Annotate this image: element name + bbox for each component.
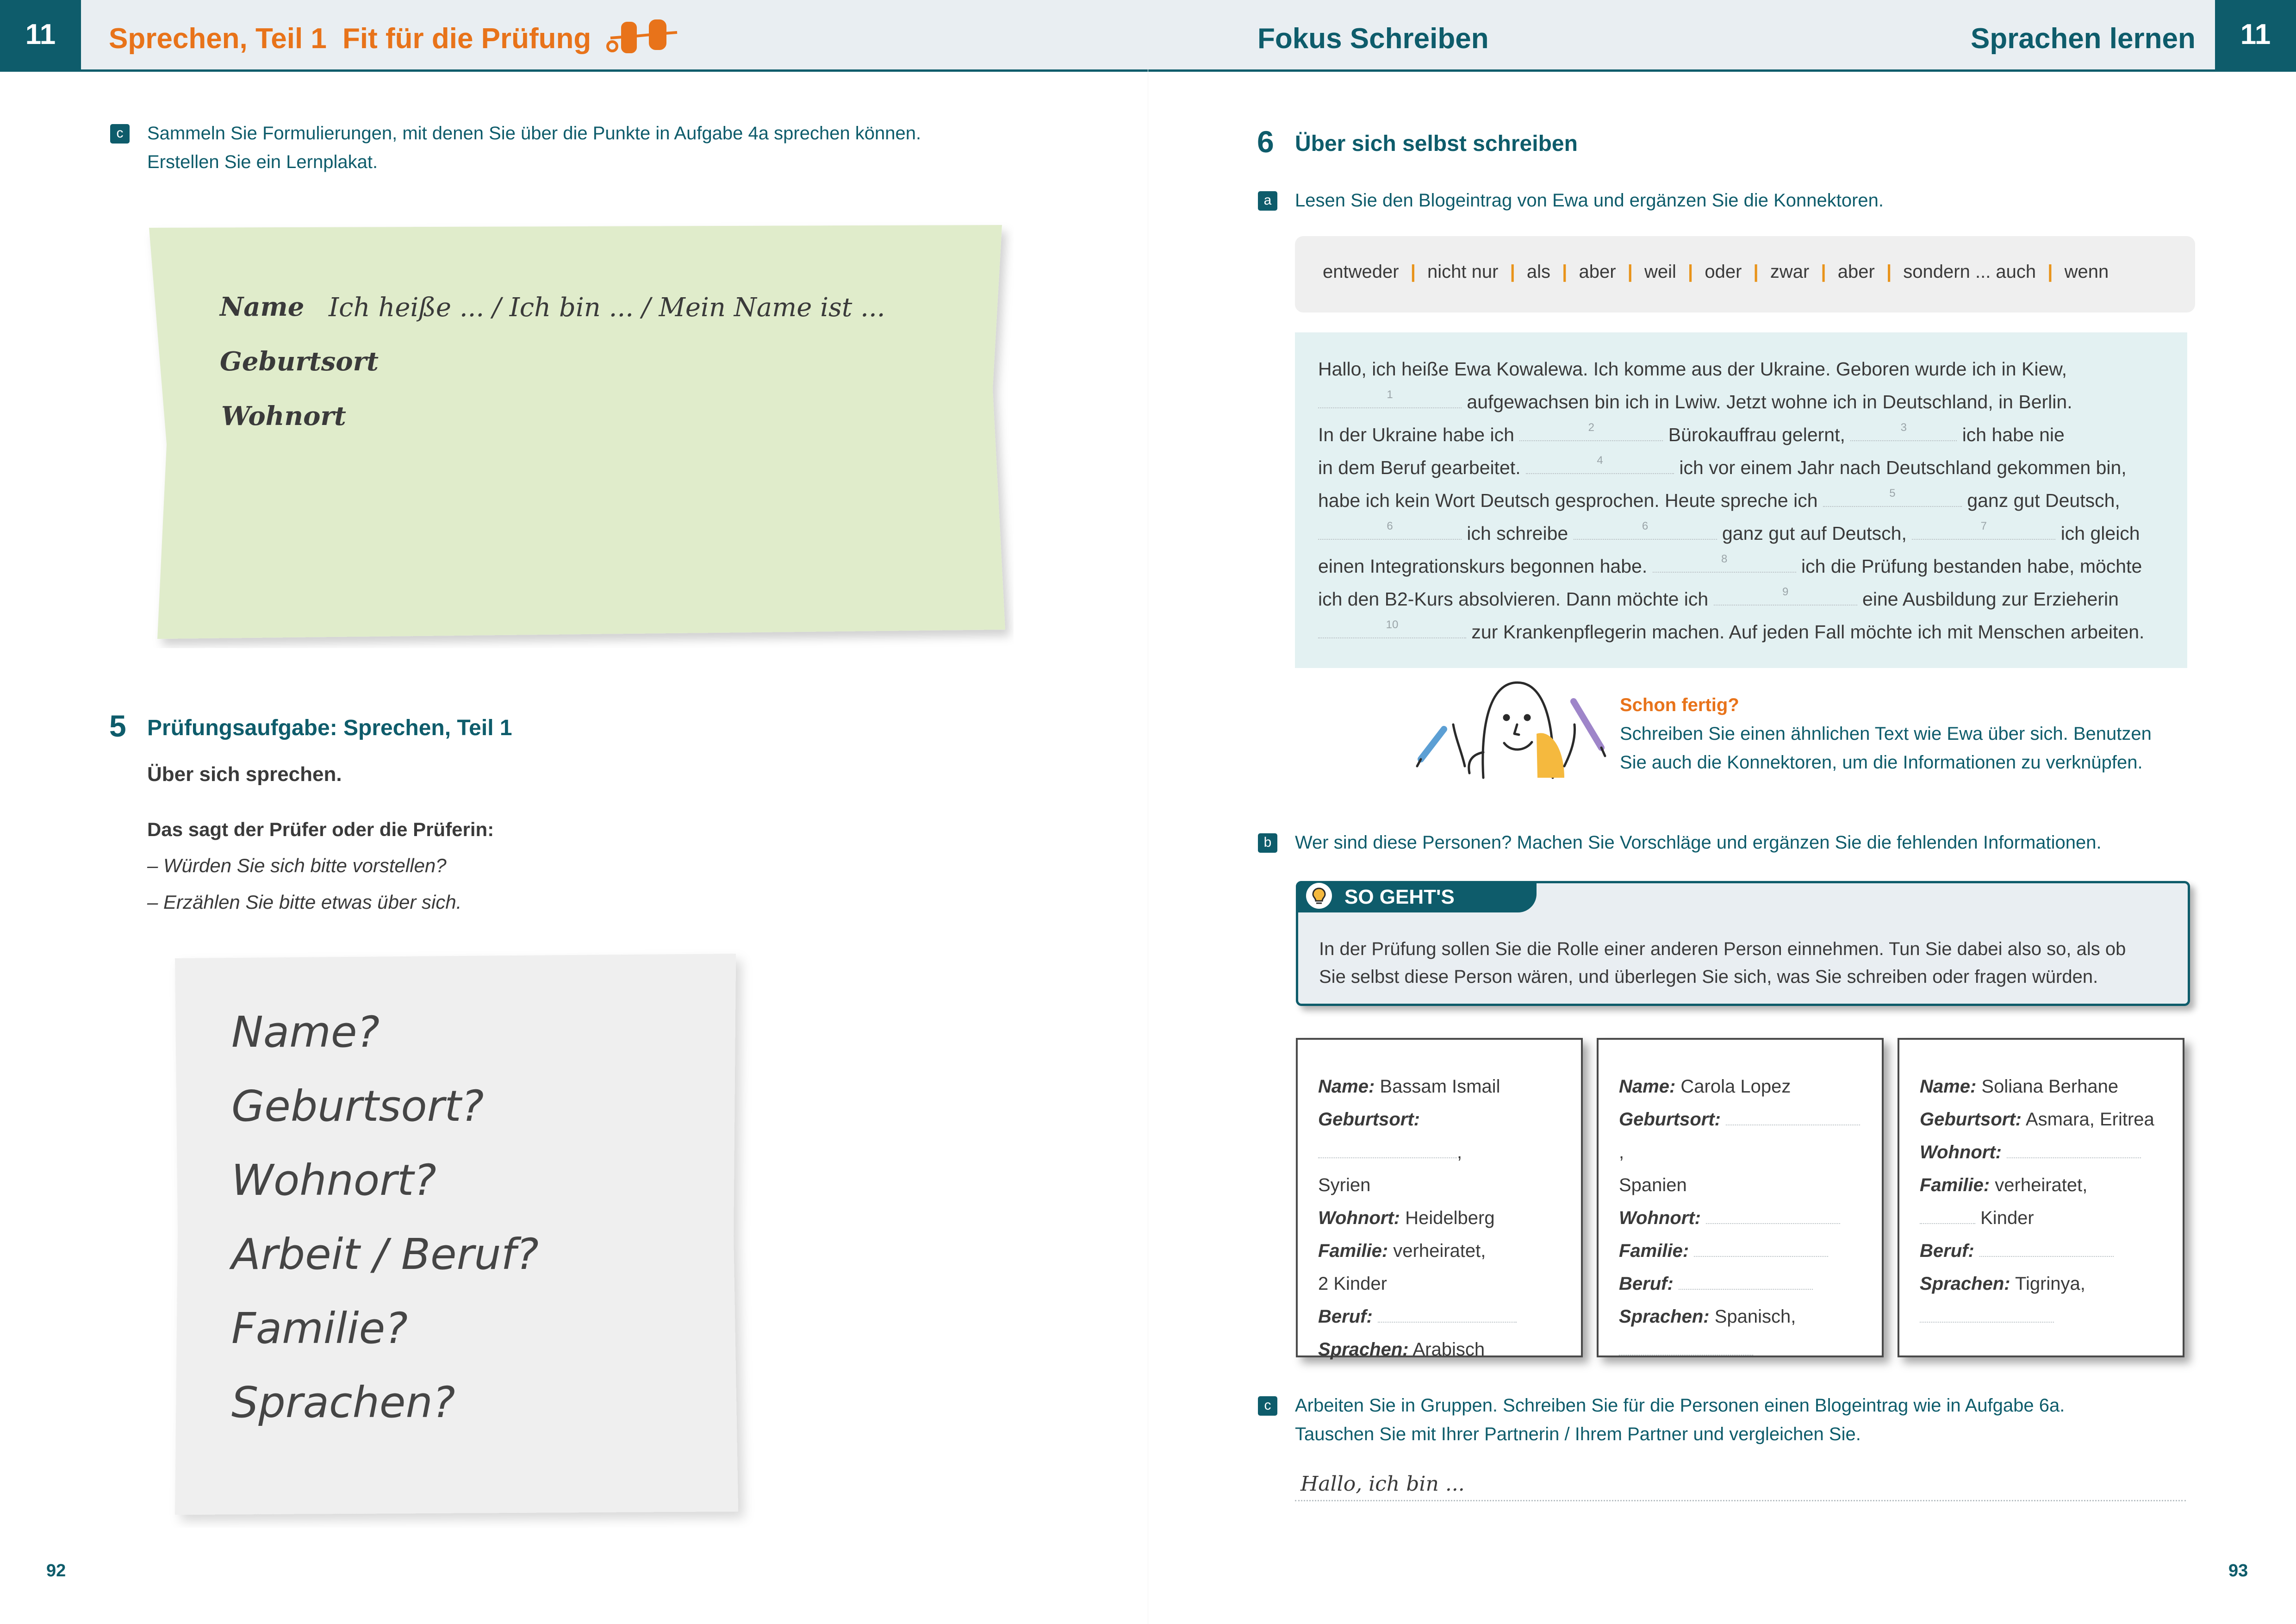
card-value: 2 Kinder: [1318, 1274, 1387, 1294]
chapter-number-right: 11: [2215, 0, 2296, 69]
tip-line1: In der Prüfung sollen Sie die Rolle einer anderen Person einnehmen. Tun Sie dabei also so, als ob: [1319, 939, 2126, 959]
connector-word: weil: [1644, 262, 1676, 282]
blog-line: ganz gut auf Deutsch,: [1722, 523, 1907, 544]
blog-line: ich habe nie: [1962, 424, 2065, 445]
connector-word: oder: [1705, 262, 1742, 282]
blank-field[interactable]: [1619, 1338, 1753, 1355]
card-label: Wohnort:: [1920, 1142, 2002, 1162]
page-header: [0, 0, 2296, 72]
blog-line: in dem Beruf gearbeitet.: [1318, 457, 1521, 478]
gap-input[interactable]: 10: [1318, 619, 1466, 638]
gap-input[interactable]: 8: [1653, 553, 1796, 573]
card-label: Beruf:: [1318, 1306, 1373, 1327]
task-c-right-instruction: [1295, 1391, 2065, 1449]
task-badge-c-left: c: [110, 124, 130, 144]
card-label: Geburtsort:: [1318, 1109, 1420, 1130]
task-badge-a: a: [1258, 191, 1277, 211]
question-card-list: [231, 995, 539, 1440]
blog-line: In der Ukraine habe ich: [1318, 424, 1514, 445]
connector-word: als: [1526, 262, 1551, 282]
card-label: Familie:: [1619, 1241, 1689, 1261]
poster-name-label: Name: [220, 292, 305, 322]
connector-word: wenn: [2064, 262, 2109, 282]
card-value: Syrien: [1318, 1175, 1371, 1195]
connector-word: nicht nur: [1427, 262, 1499, 282]
card-label: Wohnort:: [1318, 1208, 1400, 1228]
gap-input[interactable]: 7: [1912, 520, 2055, 540]
connector-list: entweder | nicht nur | als | aber | weil | oder | zwar | aber | sondern ... auch | wenn: [1323, 262, 2109, 282]
gap-input[interactable]: 2: [1519, 422, 1663, 441]
section-number-5: 5: [109, 709, 126, 743]
card-label: Beruf:: [1619, 1274, 1674, 1294]
task-c-right-line1: Arbeiten Sie in Gruppen. Schreiben Sie für die Personen einen Blogeintrag wie in Aufgabe 6a.: [1295, 1395, 2065, 1416]
person-card-3: [1898, 1038, 2184, 1357]
blog-line: ganz gut Deutsch,: [1967, 490, 2120, 511]
blog-line: ich die Prüfung bestanden habe, möchte: [1801, 556, 2142, 577]
section-5-title: Prüfungsaufgabe: Sprechen, Teil 1: [147, 716, 512, 740]
card-value: Carola Lopez: [1680, 1076, 1791, 1097]
learning-poster-background: [143, 222, 1014, 648]
question-name: Name?: [231, 1007, 380, 1057]
blog-line: ich den B2-Kurs absolvieren. Dann möchte ich: [1318, 588, 1709, 610]
card-label: Name:: [1920, 1076, 1977, 1097]
blank-field[interactable]: [1920, 1305, 2054, 1323]
section-focus-title: Fokus Schreiben: [1257, 23, 1489, 55]
schon-fertig-line1: Schreiben Sie einen ähnlichen Text wie Ewa über sich. Benutzen: [1620, 724, 2152, 744]
page-number-left: 92: [46, 1561, 66, 1580]
poster-residence-label: Wohnort: [221, 401, 346, 431]
connector-word: aber: [1837, 262, 1875, 282]
gap-input[interactable]: 4: [1526, 455, 1674, 474]
task-badge-b: b: [1258, 833, 1277, 853]
blog-line: habe ich kein Wort Deutsch gesprochen. Heute spreche ich: [1318, 490, 1818, 511]
schon-fertig-line2: Sie auch die Konnektoren, um die Informationen zu verknüpfen.: [1620, 752, 2143, 773]
card-value: Tigrinya,: [2015, 1274, 2085, 1294]
page-number-right: 93: [2228, 1561, 2248, 1580]
blog-line: aufgewachsen bin ich in Lwiw. Jetzt wohne ich in Deutschland, in Berlin.: [1467, 391, 2072, 412]
card-label: Geburtsort:: [1920, 1109, 2022, 1130]
card-label: Sprachen:: [1318, 1339, 1409, 1360]
section-number-6: 6: [1257, 125, 1274, 159]
blank-field[interactable]: [1378, 1305, 1517, 1323]
schon-fertig-title: Schon fertig?: [1620, 695, 1739, 715]
card-label: Name:: [1318, 1076, 1375, 1097]
gap-input[interactable]: 6: [1318, 520, 1462, 540]
blank-field[interactable]: [1979, 1239, 2114, 1257]
examiner-prompt-2: – Erzählen Sie bitte etwas über sich.: [147, 891, 462, 913]
gap-input[interactable]: 1: [1318, 389, 1462, 408]
blank-field[interactable]: [1726, 1108, 1860, 1125]
gap-input[interactable]: 5: [1823, 487, 1962, 507]
blog-line: Bürokauffrau gelernt,: [1668, 424, 1845, 445]
question-languages: Sprachen?: [231, 1378, 455, 1427]
schon-fertig-box: [1620, 691, 2152, 777]
blank-field[interactable]: [1706, 1206, 1840, 1224]
poster-name-example: Ich heiße ... / Ich bin ... / Mein Name ist ...: [329, 293, 885, 323]
connector-word: sondern ... auch: [1903, 262, 2036, 282]
person-card-2: Name: Carola Lopez Geburtsort: , Spanien Wohnort: Familie: Beruf: Sprachen: Spanisch,: [1597, 1038, 1884, 1357]
blog-line: Hallo, ich heiße Ewa Kowalewa. Ich komme aus der Ukraine. Geboren wurde ich in Kiew,: [1318, 358, 2067, 380]
answer-start-text: Hallo, ich bin ...: [1300, 1472, 1465, 1496]
card-label: Sprachen:: [1920, 1274, 2010, 1294]
card-label: Familie:: [1318, 1241, 1388, 1261]
person-card-1: Name: Bassam Ismail Geburtsort: , Syrien Wohnort: Heidelberg Familie: verheiratet, 2 Kinder Beruf: Sprachen: Arabisch: [1296, 1038, 1583, 1357]
gap-input[interactable]: 9: [1714, 586, 1857, 606]
question-family: Familie?: [231, 1304, 408, 1353]
blank-field[interactable]: [2007, 1141, 2141, 1158]
lightbulb-icon: [1306, 883, 1332, 909]
card-label: Sprachen:: [1619, 1306, 1710, 1327]
card-label: Name:: [1619, 1076, 1676, 1097]
task-c-line1: Sammeln Sie Formulierungen, mit denen Sie über die Punkte in Aufgabe 4a sprechen können.: [147, 123, 921, 144]
card-label: Beruf:: [1920, 1241, 1974, 1261]
blog-line: ich vor einem Jahr nach Deutschland gekommen bin,: [1679, 457, 2127, 478]
card-value: Soliana Berhane: [1981, 1076, 2119, 1097]
card-value: Arabisch: [1412, 1339, 1485, 1360]
card-label: Familie:: [1920, 1175, 1990, 1195]
section-5-subtitle: Über sich sprechen.: [147, 763, 342, 786]
card-label: Geburtsort:: [1619, 1109, 1721, 1130]
blog-line: einen Integrationskurs begonnen habe.: [1318, 556, 1648, 577]
card-value: Spanisch,: [1714, 1306, 1796, 1327]
task-c-right-line2: Tauschen Sie mit Ihrer Partnerin / Ihrem Partner und vergleichen Sie.: [1295, 1424, 1861, 1444]
blog-line: ich schreibe: [1467, 523, 1568, 544]
task-c-line2: Erstellen Sie ein Lernplakat.: [147, 152, 378, 172]
examiner-prompt-1: – Würden Sie sich bitte vorstellen?: [147, 855, 447, 876]
connector-word: aber: [1579, 262, 1616, 282]
section-6-title: Über sich selbst schreiben: [1295, 131, 1578, 156]
tip-line2: Sie selbst diese Person wären, und überlegen Sie sich, was Sie schreiben oder fragen würden.: [1319, 967, 2098, 987]
card-value: verheiratet,: [1995, 1175, 2088, 1195]
card-value: Spanien: [1619, 1175, 1687, 1195]
question-residence: Wohnort?: [231, 1156, 436, 1205]
card-value: Kinder: [1980, 1208, 2034, 1228]
examiner-intro: Das sagt der Prüfer oder die Prüferin:: [147, 818, 494, 840]
blank-field[interactable]: [1920, 1206, 1975, 1224]
chapter-title-left: Sprechen, Teil 1: [109, 23, 327, 55]
card-value: verheiratet,: [1393, 1241, 1486, 1261]
blog-line: ich gleich: [2060, 523, 2140, 544]
gap-input[interactable]: 6: [1574, 520, 1717, 540]
chapter-title-right: Sprachen lernen: [1971, 23, 2196, 55]
blog-line: zur Krankenpflegerin machen. Auf jeden Fall möchte ich mit Menschen arbeiten.: [1471, 621, 2145, 643]
task-badge-c-right: c: [1258, 1396, 1277, 1416]
blog-line: eine Ausbildung zur Erzieherin: [1862, 588, 2119, 610]
gap-input[interactable]: 3: [1850, 422, 1957, 441]
question-birthplace: Geburtsort?: [231, 1081, 484, 1131]
tip-text: [1319, 935, 2126, 991]
blank-field[interactable]: [1318, 1141, 1457, 1158]
chapter-subtitle-left: Fit für die Prüfung: [342, 23, 591, 55]
dumbbell-icon: [604, 14, 683, 60]
chapter-number-left: 11: [0, 0, 81, 69]
blank-field[interactable]: [1694, 1239, 1828, 1257]
mascot-with-pens-icon: [1412, 674, 1615, 785]
answer-writing-line[interactable]: [1295, 1500, 2186, 1501]
poster-birthplace-label: Geburtsort: [220, 346, 379, 377]
task-a-instruction: Lesen Sie den Blogeintrag von Ewa und ergänzen Sie die Konnektoren.: [1295, 190, 1884, 211]
blog-entry-text: [1318, 353, 2179, 649]
task-c-instruction: [147, 119, 921, 176]
connector-word: entweder: [1323, 262, 1399, 282]
card-value: Bassam Ismail: [1380, 1076, 1500, 1097]
blank-field[interactable]: [1679, 1272, 1813, 1290]
card-value: Heidelberg: [1405, 1208, 1495, 1228]
tip-label: SO GEHT'S: [1344, 886, 1455, 908]
question-job: Arbeit / Beruf?: [231, 1230, 539, 1279]
card-label: Wohnort:: [1619, 1208, 1701, 1228]
card-value: Asmara, Eritrea: [2025, 1109, 2154, 1130]
connector-word: zwar: [1770, 262, 1810, 282]
task-b-instruction: Wer sind diese Personen? Machen Sie Vorschläge und ergänzen Sie die fehlenden Informationen.: [1295, 832, 2102, 853]
